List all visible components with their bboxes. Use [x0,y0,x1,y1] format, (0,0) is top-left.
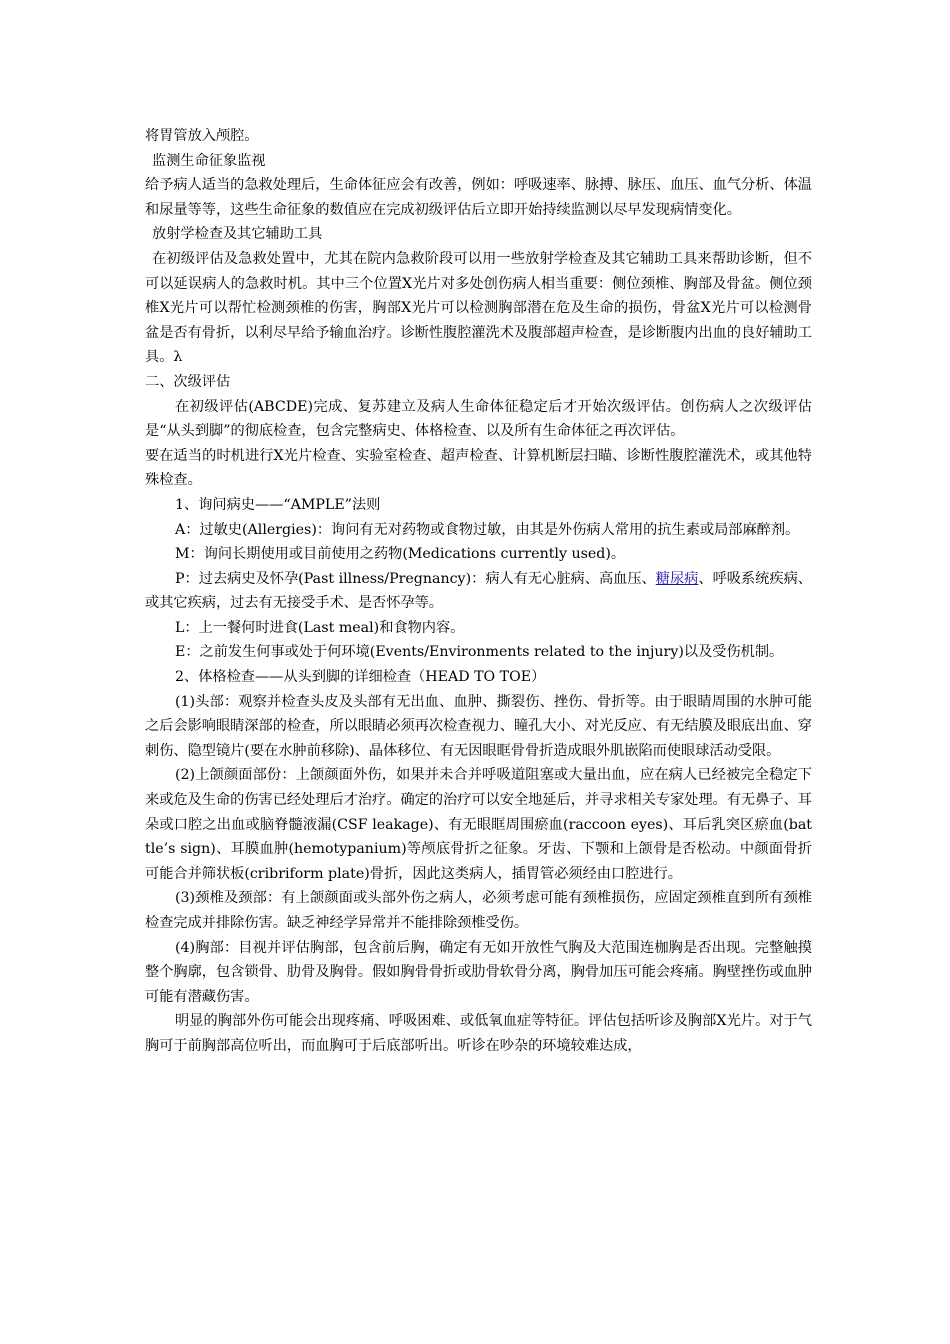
document-page [145,124,812,1059]
paragraph-radiology: 在初级评估及急救处置中，尤其在院内急救阶段可以用一些放射学检查及其它辅助工具来帮助诊断，但不可以延误病人的急救时机。其中三个位置X光片对多处创伤病人相当重要：侧位颈椎、胸部及骨盆。侧位颈椎X光片可以帮忙检测颈椎的伤害，胸部X光片可以检测胸部潜在危及生命的损伤，骨盆X光片可以检测骨盆是否有骨折，以利尽早给予输血治疗。诊断性腹腔灌洗术及腹部超声检查，是诊断腹内出血的良好辅助工具。λ [145,250,812,366]
paragraph-vital-signs: 给予病人适当的急救处理后，生命体征应会有改善，例如：呼吸速率、脉搏、脉压、血压、血气分析、体温和尿量等等，这些生命征象的数值应在完成初级评估后立即开始持续监测以尽早发现病情变化。 [145,177,812,218]
section-heading-radiology: 放射学检查及其它辅助工具 [152,226,323,243]
heading-physical-exam: 2、体格检查——从头到脚的详细检查（HEAD TO TOE） [175,669,546,686]
paragraph-past-illness [145,567,812,616]
paragraph-chest-signs: 明显的胸部外伤可能会出现疼痛、呼吸困难、或低氧血症等特征。评估包括听诊及胸部X光片。对于气胸可于前胸部高位听出，而血胸可于后底部听出。听诊在吵杂的环境较难达成， [145,1013,812,1054]
heading-history-ample: 1、询问病史——“AMPLE”法则 [175,496,381,513]
section-heading-secondary-survey: 二、次级评估 [145,373,231,390]
past-illness-text-before: P：过去病史及怀孕(Past illness/Pregnancy)：病人有无心脏病、高血压、 [175,570,656,587]
paragraph-maxillofacial: (2)上颌颜面部份：上颌颜面外伤，如果并未合并呼吸道阻塞或大量出血，应在病人已经被完全稳定下来或危及生命的伤害已经处理后才治疗。确定的治疗可以安全地延后，并寻求相关专家处理。有无鼻子、耳朵或口腔之出血或脑脊髓液漏(CSF leakage)、有无眼眶周围瘀血(raccoon eyes)、耳后乳突区瘀血(battle’s sign)、耳膜血肿(hemotypanium)等颅底骨折之征象。牙齿、下颚和上颌骨是否松动。中颜面骨折可能合并筛状板(cribriform plate)骨折，因此这类病人，插胃管必须经由口腔进行。 [145,767,812,882]
diabetes-link[interactable]: 糖尿病 [655,570,699,587]
paragraph-medications: M：询问长期使用或目前使用之药物(Medications currently used)。 [175,546,626,563]
section-heading-vital-monitoring: 监测生命征象监视 [152,152,266,169]
paragraph-secondary-survey: 在初级评估(ABCDE)完成、复苏建立及病人生命体征稳定后才开始次级评估。创伤病人之次级评估是“从头到脚”的彻底检查，包含完整病史、体格检查、以及所有生命体征之再次评估。 [145,398,812,440]
paragraph-head: (1)头部：观察并检查头皮及头部有无出血、血肿、撕裂伤、挫伤、骨折等。由于眼睛周围的水肿可能之后会影响眼睛深部的检查，所以眼睛必须再次检查视力、瞳孔大小、对光反应、有无结膜及眼底出血、穿刺伤、隐型镜片(要在水肿前移除)、晶体移位、有无因眼眶骨骨折造成眼外肌嵌陷而使眼球活动受限。 [145,693,812,759]
paragraph-events: E：之前发生何事或处于何环境(Events/Environments related to the injury)以及受伤机制。 [175,644,784,661]
text-line-p1: 将胃管放入颅腔。 [145,128,259,144]
paragraph-allergies: A：过敏史(Allergies)：询问有无对药物或食物过敏，由其是外伤病人常用的抗生素或局部麻醉剂。 [175,521,800,538]
paragraph-special-exams: 要在适当的时机进行X光片检查、实验室检查、超声检查、计算机断层扫瞄、诊断性腹腔灌洗术，或其他特殊检查。 [145,447,812,489]
past-illness-text-after: 、呼吸系统疾病、或其它疾病，过去有无接受手术、是否怀孕等。 [145,570,812,612]
paragraph-last-meal: L：上一餐何时进食(Last meal)和食物内容。 [175,619,465,636]
paragraph-chest: (4)胸部：目视并评估胸部，包含前后胸，确定有无如开放性气胸及大范围连枷胸是否出现。完整触摸整个胸廓，包含锁骨、肋骨及胸骨。假如胸骨骨折或肋骨软骨分离，胸骨加压可能会疼痛。胸壁挫伤或血肿可能有潜藏伤害。 [145,939,812,1005]
paragraph-cervical-spine: (3)颈椎及颈部：有上颌颜面或头部外伤之病人，必须考虑可能有颈椎损伤，应固定颈椎直到所有颈椎检查完成并排除伤害。缺乏神经学异常并不能排除颈椎受伤。 [145,890,812,931]
